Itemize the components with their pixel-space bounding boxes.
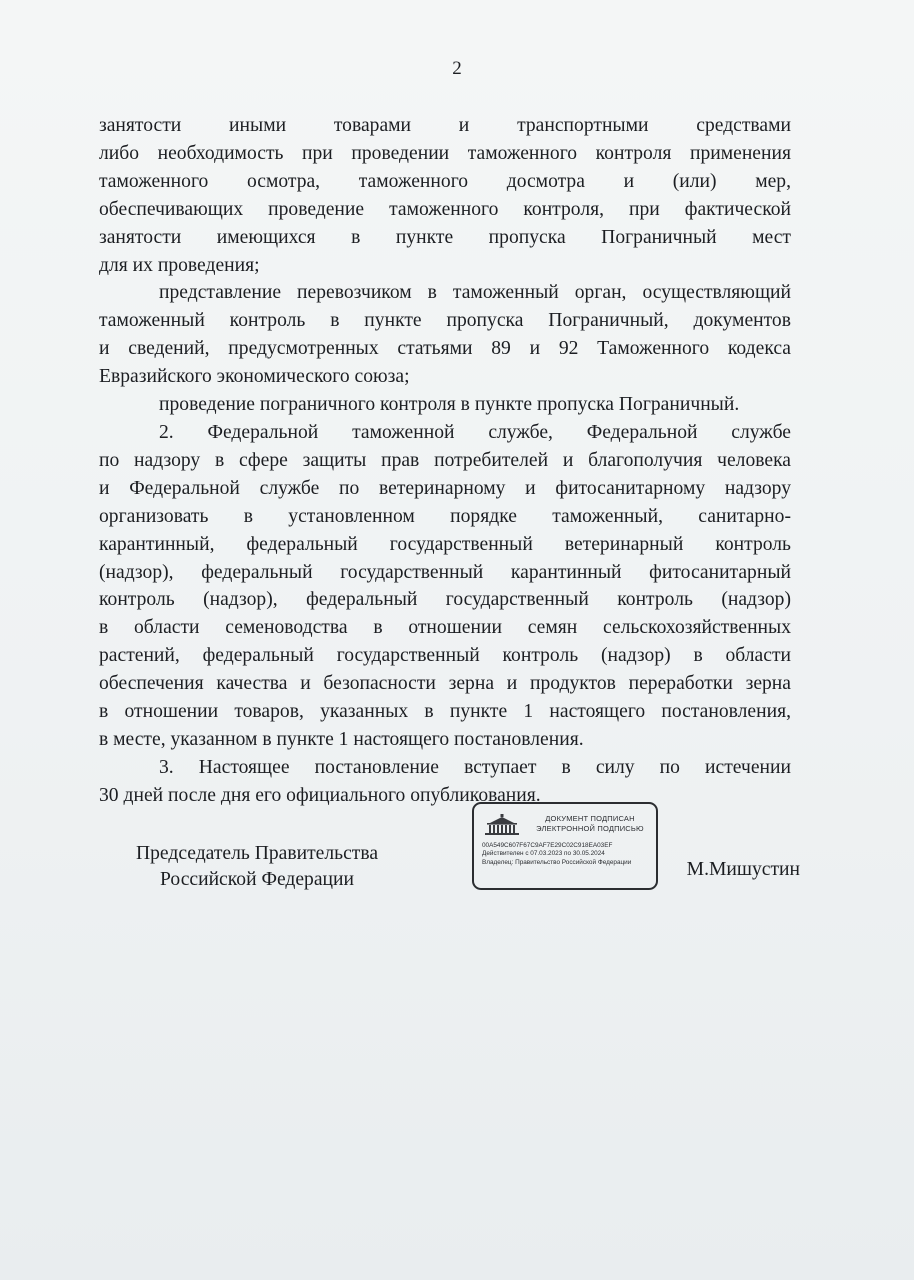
text-line: 30 дней после дня его официального опубликования. <box>99 784 541 806</box>
stamp-title <box>526 814 654 834</box>
text-line: занятости имеющихся в пункте пропуска Пограничный мест <box>99 226 791 248</box>
certificate-validity: Действителен с 07.03.2023 по 30.05.2024 <box>482 850 605 858</box>
text-line: контроль (надзор), федеральный государственный контроль (надзор) <box>99 589 791 611</box>
text-line: либо необходимость при проведении таможенного контроля применения <box>99 142 791 164</box>
text-line: в месте, указанном в пункте 1 настоящего постановления. <box>99 728 584 750</box>
text-line: в отношении товаров, указанных в пункте 1 настоящего постановления, <box>99 701 791 723</box>
text-line: обеспечения качества и безопасности зерна и продуктов переработки зерна <box>99 673 791 695</box>
page-number: 2 <box>452 58 462 79</box>
stamp-title-line: ЭЛЕКТРОННОЙ ПОДПИСЬЮ <box>536 824 644 833</box>
text-line: занятости иными товарами и транспортными средствами <box>99 115 791 136</box>
signer-title-line: Председатель Правительства <box>135 843 379 864</box>
stamp-details <box>482 842 654 867</box>
document-body <box>99 112 791 810</box>
stamp-title-line: ДОКУМЕНТ ПОДПИСАН <box>545 814 635 823</box>
text-line: 2. Федеральной таможенной службе, Федеральной службе <box>159 421 791 443</box>
text-line: таможенного осмотра, таможенного досмотра и (или) мер, <box>99 170 791 192</box>
certificate-owner: Владелец: Правительство Российской Федерации <box>482 858 632 866</box>
text-line: представление перевозчиком в таможенный орган, осуществляющий <box>159 282 791 304</box>
text-line: по надзору в сфере защиты прав потребителей и благополучия человека <box>99 449 791 471</box>
text-line: в области семеноводства в отношении семян сельскохозяйственных <box>99 617 791 639</box>
text-line: и сведений, предусмотренных статьями 89 и 92 Таможенного кодекса <box>99 338 791 360</box>
text-line: таможенный контроль в пункте пропуска Пограничный, документов <box>99 310 791 332</box>
certificate-number: 00A549C607F67C9AF7E29C02C918EA03EF <box>482 842 613 849</box>
government-building-icon <box>484 814 520 836</box>
stamp-header <box>482 812 650 838</box>
text-line: организовать в установленном порядке таможенный, санитарно- <box>99 505 791 527</box>
signer-title-line: Российской Федерации <box>160 869 354 890</box>
text-line: проведение пограничного контроля в пункте пропуска Пограничный. <box>159 394 740 416</box>
text-line: Евразийского экономического союза; <box>99 366 410 388</box>
electronic-signature-stamp <box>472 802 658 890</box>
text-line: обеспечивающих проведение таможенного контроля, при фактической <box>99 198 791 220</box>
text-line: растений, федеральный государственный контроль (надзор) в области <box>99 645 791 667</box>
text-line: карантинный, федеральный государственный ветеринарный контроль <box>99 533 791 555</box>
text-line: и Федеральной службе по ветеринарному и фитосанитарному надзору <box>99 477 791 499</box>
signatory-name: М.Мишустин <box>686 859 800 880</box>
signer-title <box>107 841 407 893</box>
text-line: 3. Настоящее постановление вступает в силу по истечении <box>159 756 791 778</box>
text-line: для их проведения; <box>99 254 260 276</box>
text-line: (надзор), федеральный государственный карантинный фитосанитарный <box>99 561 791 583</box>
